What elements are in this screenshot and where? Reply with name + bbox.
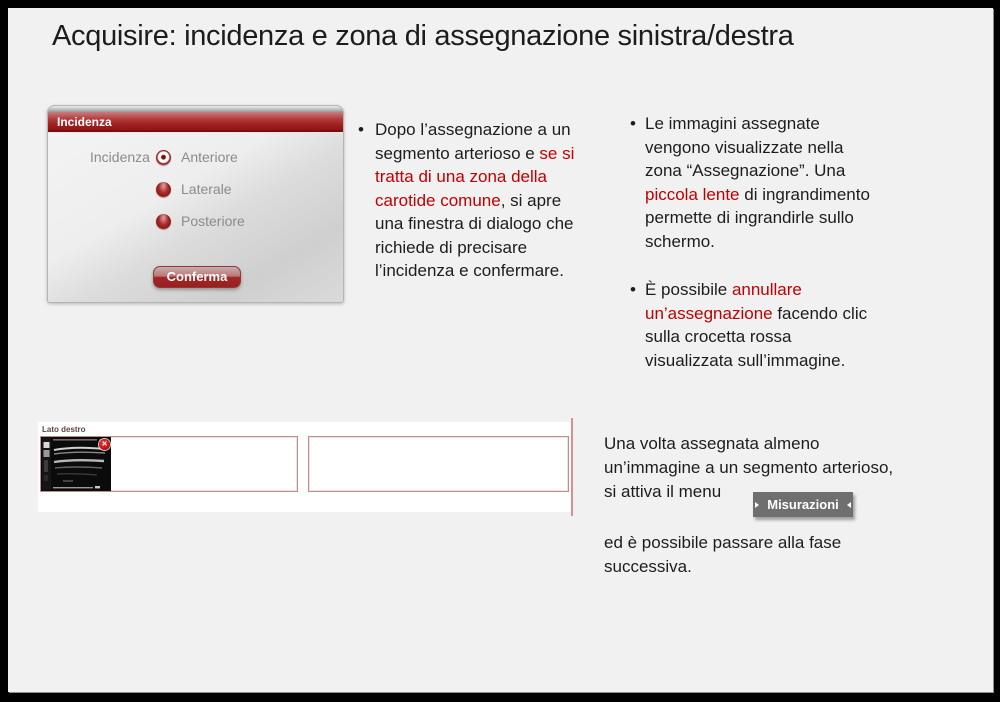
radio-label: Posteriore — [181, 213, 245, 229]
text-line: È possibile annullare — [645, 280, 802, 299]
bullet-marker: • — [358, 120, 364, 139]
radio-label: Laterale — [181, 181, 232, 197]
misurazioni-menu-button[interactable]: Misurazioni — [753, 492, 853, 517]
radio-selected-icon[interactable] — [156, 150, 171, 165]
text-line: un’immagine a un segmento arterioso, — [604, 458, 894, 477]
text-line: permette di ingrandirle sullo — [645, 208, 854, 227]
text-line: carotide comune, si apre — [375, 190, 562, 210]
text-line: visualizzata sull’immagine. — [645, 350, 846, 370]
assignment-zone-box-1 — [40, 436, 298, 492]
dialog-title: Incidenza — [48, 112, 343, 132]
bullet-marker: • — [630, 114, 636, 133]
dialog-body — [48, 132, 343, 302]
text-line: richiede di precisare — [375, 237, 528, 257]
text-line: l’incidenza e confermare. — [375, 261, 564, 280]
ultrasound-thumbnail[interactable] — [41, 437, 111, 491]
bullet-right-1-text — [645, 112, 870, 253]
bullet-right-1 — [630, 112, 870, 253]
text-line: zona “Assegnazione”. Una — [645, 161, 846, 180]
text-line: segmento arterioso e se si — [375, 143, 575, 163]
bullet-middle — [358, 118, 575, 283]
bottom-text-block — [604, 432, 964, 576]
radio-option-laterale[interactable] — [156, 181, 232, 197]
assignment-panel — [38, 422, 573, 512]
text-line: si attiva il menu — [604, 482, 722, 501]
text-line: vengono visualizzate nella — [645, 137, 844, 157]
text-line: una finestra di dialogo che — [375, 214, 574, 233]
radio-icon[interactable] — [156, 214, 171, 229]
radio-icon[interactable] — [156, 182, 171, 197]
text-line: piccola lente di ingrandimento — [645, 184, 870, 204]
bullet-right-2-text — [645, 278, 867, 372]
text-line: sulla crocetta rossa — [645, 327, 792, 346]
radio-option-posteriore[interactable] — [156, 213, 245, 229]
page-title: Acquisire: incidenza e zona di assegnazione sinistra/destra — [52, 20, 794, 52]
bullet-middle-text — [375, 118, 574, 283]
text-line: un’assegnazione facendo clic — [645, 303, 868, 323]
radio-label: Anteriore — [181, 149, 238, 165]
zone-label: Lato destro — [42, 425, 86, 434]
bullet-right-2 — [630, 278, 868, 372]
radio-option-anteriore[interactable] — [156, 149, 238, 165]
text-line: ed è possibile passare alla fase — [604, 533, 842, 552]
text-line: successiva. — [604, 557, 692, 576]
assignment-zone-box-2 — [308, 436, 569, 492]
text-line: tratta di una zona della — [375, 167, 548, 186]
slide-canvas — [8, 8, 993, 692]
bottom-text-after — [604, 531, 841, 579]
incidenza-dialog — [47, 105, 344, 303]
panel-divider-line — [571, 418, 573, 516]
text-line: Le immagini assegnate — [645, 114, 820, 133]
bullet-marker: • — [630, 280, 636, 299]
conferma-button[interactable]: Conferma — [153, 266, 241, 288]
incidenza-field-label: Incidenza — [90, 149, 150, 165]
text-line: Dopo l’assegnazione a un — [375, 120, 571, 139]
text-line: Una volta assegnata almeno — [604, 434, 820, 453]
text-line: schermo. — [645, 231, 715, 251]
remove-assignment-icon[interactable]: ✕ — [99, 439, 110, 450]
